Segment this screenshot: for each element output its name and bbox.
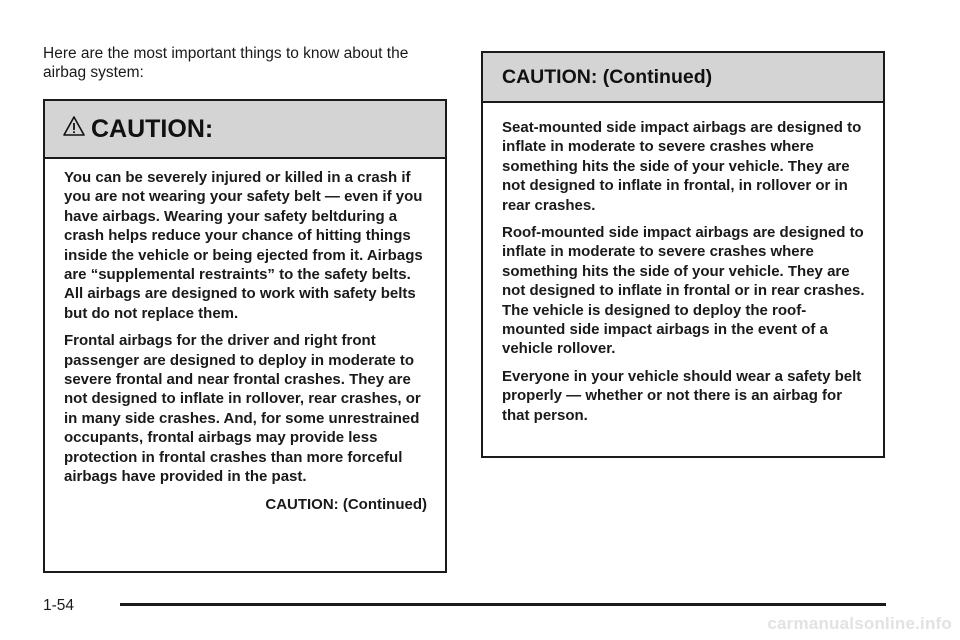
caution-paragraph: Frontal airbags for the driver and right front passenger are designed to deploy in moderate to severe frontal and near frontal crashes. They are not designed to inflate in rollover, rear crashes, or in many side crashes. And, for some unrestrained occupants, frontal airbags may provide less protection in frontal crashes than more forceful airbags have provided in the past.	[64, 332, 421, 486]
page-number: 1-54	[43, 597, 75, 614]
caution-paragraph: You can be severely injured or killed in a crash if you are not wearing your safety belt — even if you have airbags. Wearing your safety beltduring a crash helps reduce your chance of hitting things inside the vehicle or being ejected from it. Airbags are “supplemental restraints” to the safety belts. All airbags are designed to work with safety belts but do not replace them.	[64, 169, 423, 322]
caution-continued-box	[481, 51, 885, 458]
caution-title: CAUTION:	[91, 114, 214, 143]
caution-paragraph: Seat-mounted side impact airbags are designed to inflate in moderate to severe crashes where something hits the side of your vehicle. They are not designed to inflate in frontal, in rollover or in rear crashes.	[502, 119, 862, 214]
caution-body	[45, 159, 445, 514]
footer-divider	[120, 603, 886, 606]
caution-continued-label: CAUTION: (Continued)	[265, 495, 427, 513]
caution-continued-title: CAUTION: (Continued)	[502, 65, 713, 88]
warning-triangle-icon	[63, 115, 85, 137]
caution-paragraph: Everyone in your vehicle should wear a safety belt properly — whether or not there is an airbag for that person.	[502, 367, 862, 424]
caution-paragraph: Roof-mounted side impact airbags are designed to inflate in moderate to severe crashes where something hits the side of your vehicle. They are not designed to inflate in frontal or in rear crashes. The vehicle is designed to deploy the roof-mounted side impact airbags in the event of a vehicle rollover.	[502, 224, 865, 358]
intro-text: Here are the most important things to know about the airbag system:	[43, 45, 409, 81]
caution-continued-body	[483, 103, 883, 425]
watermark: carmanualsonline.info	[767, 614, 952, 633]
caution-header	[45, 101, 445, 159]
caution-box	[43, 99, 447, 573]
caution-continued-header	[483, 53, 883, 103]
